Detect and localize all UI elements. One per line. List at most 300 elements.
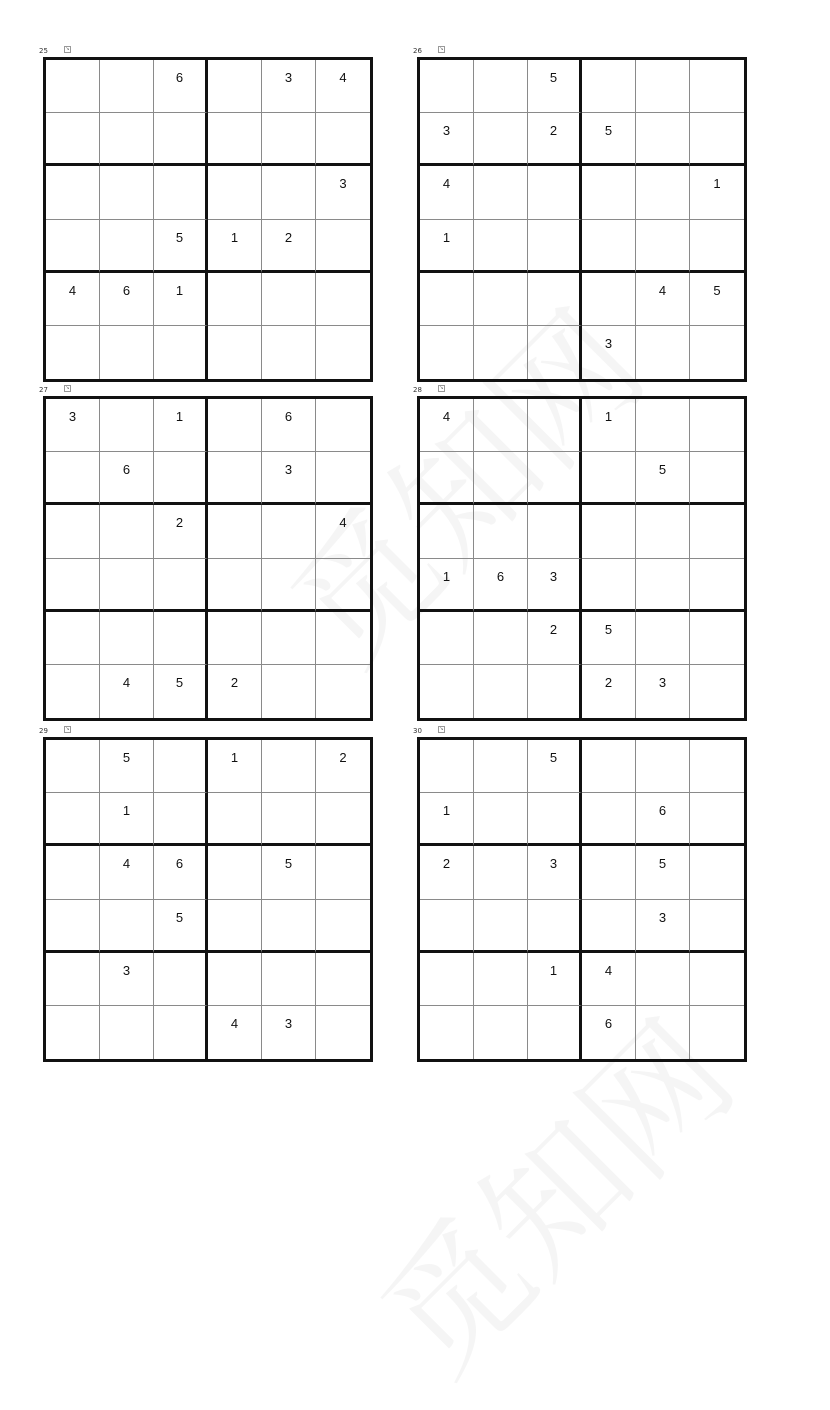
given-digit: 6	[284, 409, 293, 424]
given-digit: 2	[549, 621, 558, 637]
grid-cell[interactable]	[528, 505, 582, 558]
grid-cell[interactable]	[262, 326, 316, 379]
given-digit: 6	[122, 462, 131, 478]
grid-cell[interactable]	[636, 612, 690, 665]
sudoku-grid	[43, 57, 373, 382]
given-digit: 5	[284, 856, 293, 872]
anchor-marker-icon: ↘	[65, 385, 70, 391]
grid-cell[interactable]	[46, 166, 100, 219]
grid-cell[interactable]	[208, 326, 262, 379]
grid-cell[interactable]	[208, 793, 262, 846]
grid-cell[interactable]	[636, 953, 690, 1006]
grid-cell[interactable]	[208, 559, 262, 612]
grid-cell[interactable]	[636, 505, 690, 558]
grid-cell[interactable]	[46, 452, 100, 505]
grid-cell[interactable]	[582, 740, 636, 793]
grid-cell[interactable]	[690, 399, 744, 452]
grid-cell[interactable]	[262, 452, 316, 505]
given-digit: 5	[175, 229, 184, 245]
grid-cell[interactable]	[582, 220, 636, 273]
puzzle-number: 29	[39, 727, 48, 735]
grid-cell[interactable]	[154, 1006, 208, 1059]
grid-cell[interactable]	[316, 846, 370, 899]
grid-cell[interactable]	[420, 220, 474, 273]
grid-cell[interactable]	[528, 60, 582, 113]
grid-cell[interactable]	[690, 953, 744, 1006]
puzzle-number: 25	[39, 47, 48, 55]
given-digit: 2	[175, 515, 184, 531]
grid-cell[interactable]	[690, 505, 744, 558]
given-digit: 5	[122, 750, 131, 765]
grid-cell[interactable]	[154, 273, 208, 326]
grid-cell[interactable]	[100, 326, 154, 379]
grid-cell[interactable]	[528, 452, 582, 505]
given-digit: 3	[284, 1015, 293, 1031]
grid-cell[interactable]	[690, 665, 744, 718]
given-digit: 5	[658, 856, 667, 872]
grid-cell[interactable]	[100, 846, 154, 899]
grid-cell[interactable]	[316, 612, 370, 665]
grid-cell[interactable]	[636, 793, 690, 846]
grid-cell[interactable]	[154, 740, 208, 793]
grid-cell[interactable]	[46, 60, 100, 113]
grid-cell[interactable]	[420, 1006, 474, 1059]
grid-cell[interactable]	[316, 665, 370, 718]
grid-cell[interactable]	[420, 505, 474, 558]
grid-cell[interactable]	[316, 326, 370, 379]
grid-cell[interactable]	[46, 1006, 100, 1059]
given-digit: 1	[604, 409, 613, 424]
grid-cell[interactable]	[690, 740, 744, 793]
given-digit: 4	[339, 70, 347, 85]
given-digit: 4	[442, 176, 451, 192]
grid-cell[interactable]	[528, 326, 582, 379]
grid-cell[interactable]	[316, 399, 370, 452]
grid-cell[interactable]	[262, 1006, 316, 1059]
grid-cell[interactable]	[262, 612, 316, 665]
given-digit: 6	[496, 568, 505, 584]
grid-cell[interactable]	[154, 220, 208, 273]
sudoku-puzzle	[413, 46, 747, 382]
grid-cell[interactable]	[46, 846, 100, 899]
grid-cell[interactable]	[100, 665, 154, 718]
grid-cell[interactable]	[46, 900, 100, 953]
given-digit: 5	[604, 621, 613, 637]
grid-cell[interactable]	[690, 326, 744, 379]
given-digit: 5	[175, 909, 184, 925]
grid-cell[interactable]	[636, 846, 690, 899]
given-digit: 1	[442, 568, 451, 584]
grid-cell[interactable]	[690, 273, 744, 326]
grid-cell[interactable]	[528, 612, 582, 665]
grid-cell[interactable]	[100, 740, 154, 793]
given-digit: 4	[658, 282, 667, 298]
grid-cell[interactable]	[582, 846, 636, 899]
grid-cell[interactable]	[100, 113, 154, 166]
sudoku-puzzle	[39, 46, 373, 382]
given-digit: 3	[658, 909, 667, 925]
given-digit: 2	[442, 856, 451, 872]
grid-cell[interactable]	[262, 559, 316, 612]
grid-cell[interactable]	[528, 793, 582, 846]
grid-cell[interactable]	[690, 900, 744, 953]
grid-cell[interactable]	[46, 326, 100, 379]
given-digit: 6	[604, 1015, 613, 1031]
grid-cell[interactable]	[208, 1006, 262, 1059]
grid-cell[interactable]	[528, 273, 582, 326]
grid-cell[interactable]	[46, 273, 100, 326]
grid-cell[interactable]	[208, 846, 262, 899]
given-digit: 1	[230, 229, 239, 245]
grid-cell[interactable]	[100, 60, 154, 113]
grid-cell[interactable]	[528, 740, 582, 793]
grid-cell[interactable]	[636, 166, 690, 219]
grid-cell[interactable]	[474, 452, 528, 505]
grid-cell[interactable]	[528, 399, 582, 452]
grid-cell[interactable]	[208, 900, 262, 953]
grid-cell[interactable]	[420, 399, 474, 452]
given-digit: 3	[284, 462, 293, 478]
given-digit: 2	[339, 750, 347, 765]
grid-cell[interactable]	[636, 60, 690, 113]
grid-cell[interactable]	[262, 665, 316, 718]
grid-cell[interactable]	[208, 399, 262, 452]
given-digit: 1	[230, 750, 239, 765]
grid-cell[interactable]	[582, 166, 636, 219]
grid-cell[interactable]	[100, 399, 154, 452]
sudoku-puzzle	[39, 726, 373, 1062]
grid-cell[interactable]	[582, 273, 636, 326]
grid-cell[interactable]	[154, 793, 208, 846]
grid-cell[interactable]	[208, 166, 262, 219]
grid-cell[interactable]	[316, 793, 370, 846]
given-digit: 3	[658, 674, 667, 690]
grid-cell[interactable]	[690, 612, 744, 665]
puzzle-number: 27	[39, 386, 48, 394]
given-digit: 3	[68, 409, 77, 424]
grid-cell[interactable]	[582, 1006, 636, 1059]
given-digit: 4	[339, 515, 347, 531]
grid-cell[interactable]	[316, 740, 370, 793]
grid-cell[interactable]	[262, 60, 316, 113]
grid-cell[interactable]	[420, 612, 474, 665]
sudoku-puzzle	[413, 726, 747, 1062]
given-digit: 6	[658, 803, 667, 819]
grid-cell[interactable]	[262, 505, 316, 558]
grid-cell[interactable]	[316, 220, 370, 273]
sudoku-grid	[43, 737, 373, 1062]
sudoku-puzzle	[39, 385, 373, 721]
given-digit: 4	[604, 962, 613, 978]
grid-cell[interactable]	[474, 1006, 528, 1059]
grid-cell[interactable]	[690, 113, 744, 166]
grid-cell[interactable]	[208, 273, 262, 326]
grid-cell[interactable]	[46, 559, 100, 612]
grid-cell[interactable]	[154, 452, 208, 505]
grid-cell[interactable]	[474, 740, 528, 793]
given-digit: 2	[604, 674, 613, 690]
grid-cell[interactable]	[262, 220, 316, 273]
grid-cell[interactable]	[46, 953, 100, 1006]
grid-cell[interactable]	[690, 452, 744, 505]
grid-cell[interactable]	[154, 399, 208, 452]
grid-cell[interactable]	[528, 953, 582, 1006]
grid-cell[interactable]	[316, 452, 370, 505]
grid-cell[interactable]	[636, 559, 690, 612]
given-digit: 1	[175, 409, 184, 424]
grid-cell[interactable]	[316, 900, 370, 953]
grid-cell[interactable]	[474, 220, 528, 273]
grid-cell[interactable]	[474, 793, 528, 846]
grid-cell[interactable]	[582, 326, 636, 379]
grid-cell[interactable]	[154, 953, 208, 1006]
given-digit: 6	[175, 70, 184, 85]
grid-cell[interactable]	[474, 113, 528, 166]
grid-cell[interactable]	[154, 559, 208, 612]
grid-cell[interactable]	[154, 326, 208, 379]
grid-cell[interactable]	[636, 740, 690, 793]
grid-cell[interactable]	[528, 1006, 582, 1059]
grid-cell[interactable]	[100, 166, 154, 219]
given-digit: 5	[549, 70, 558, 85]
given-digit: 4	[230, 1015, 239, 1031]
puzzle-number: 30	[413, 727, 422, 735]
grid-cell[interactable]	[262, 166, 316, 219]
given-digit: 2	[549, 123, 558, 139]
anchor-marker-icon: ↘	[439, 385, 444, 391]
grid-cell[interactable]	[582, 113, 636, 166]
given-digit: 5	[175, 674, 184, 690]
given-digit: 2	[230, 674, 239, 690]
grid-cell[interactable]	[100, 559, 154, 612]
sudoku-grid	[417, 396, 747, 721]
given-digit: 1	[175, 282, 184, 298]
grid-cell[interactable]	[636, 900, 690, 953]
grid-cell[interactable]	[528, 166, 582, 219]
given-digit: 1	[442, 229, 451, 245]
grid-cell[interactable]	[420, 166, 474, 219]
grid-cell[interactable]	[528, 113, 582, 166]
given-digit: 3	[604, 335, 613, 351]
grid-cell[interactable]	[208, 113, 262, 166]
grid-cell[interactable]	[420, 60, 474, 113]
grid-cell[interactable]	[100, 612, 154, 665]
grid-cell[interactable]	[262, 399, 316, 452]
grid-cell[interactable]	[474, 273, 528, 326]
sudoku-grid	[417, 737, 747, 1062]
grid-cell[interactable]	[316, 505, 370, 558]
grid-cell[interactable]	[420, 273, 474, 326]
grid-cell[interactable]	[262, 113, 316, 166]
grid-cell[interactable]	[46, 793, 100, 846]
given-digit: 4	[122, 674, 131, 690]
grid-cell[interactable]	[316, 273, 370, 326]
given-digit: 1	[713, 176, 721, 192]
given-digit: 3	[339, 176, 347, 192]
grid-cell[interactable]	[582, 793, 636, 846]
grid-cell[interactable]	[420, 326, 474, 379]
grid-cell[interactable]	[528, 846, 582, 899]
given-digit: 3	[284, 70, 293, 85]
grid-cell[interactable]	[582, 900, 636, 953]
given-digit: 3	[549, 856, 558, 872]
grid-cell[interactable]	[46, 113, 100, 166]
given-digit: 1	[122, 803, 131, 819]
grid-cell[interactable]	[100, 1006, 154, 1059]
grid-cell[interactable]	[474, 665, 528, 718]
grid-cell[interactable]	[636, 326, 690, 379]
grid-cell[interactable]	[582, 399, 636, 452]
grid-cell[interactable]	[100, 900, 154, 953]
grid-cell[interactable]	[46, 665, 100, 718]
grid-cell[interactable]	[636, 273, 690, 326]
given-digit: 5	[549, 750, 558, 765]
grid-cell[interactable]	[420, 846, 474, 899]
grid-cell[interactable]	[528, 665, 582, 718]
grid-cell[interactable]	[100, 505, 154, 558]
given-digit: 4	[122, 856, 131, 872]
grid-cell[interactable]	[154, 505, 208, 558]
grid-cell[interactable]	[46, 399, 100, 452]
grid-cell[interactable]	[262, 953, 316, 1006]
grid-cell[interactable]	[316, 953, 370, 1006]
grid-cell[interactable]	[316, 166, 370, 219]
grid-cell[interactable]	[420, 900, 474, 953]
grid-cell[interactable]	[420, 113, 474, 166]
grid-cell[interactable]	[636, 220, 690, 273]
anchor-marker-icon: ↘	[65, 46, 70, 52]
grid-cell[interactable]	[420, 953, 474, 1006]
grid-cell[interactable]	[208, 505, 262, 558]
grid-cell[interactable]	[690, 220, 744, 273]
puzzle-number: 26	[413, 47, 422, 55]
grid-cell[interactable]	[528, 900, 582, 953]
grid-cell[interactable]	[262, 846, 316, 899]
grid-cell[interactable]	[154, 60, 208, 113]
grid-cell[interactable]	[262, 900, 316, 953]
given-digit: 3	[442, 123, 451, 139]
grid-cell[interactable]	[316, 113, 370, 166]
grid-cell[interactable]	[316, 559, 370, 612]
grid-cell[interactable]	[262, 740, 316, 793]
grid-cell[interactable]	[208, 740, 262, 793]
given-digit: 5	[713, 282, 721, 298]
grid-cell[interactable]	[474, 60, 528, 113]
anchor-marker-icon: ↘	[439, 726, 444, 732]
grid-cell[interactable]	[100, 220, 154, 273]
grid-cell[interactable]	[636, 665, 690, 718]
grid-cell[interactable]	[582, 559, 636, 612]
grid-cell[interactable]	[154, 612, 208, 665]
grid-cell[interactable]	[46, 740, 100, 793]
grid-cell[interactable]	[690, 559, 744, 612]
anchor-marker-icon: ↘	[65, 726, 70, 732]
grid-cell[interactable]	[208, 452, 262, 505]
grid-cell[interactable]	[690, 846, 744, 899]
given-digit: 2	[284, 229, 293, 245]
grid-cell[interactable]	[154, 113, 208, 166]
grid-cell[interactable]	[208, 612, 262, 665]
given-digit: 3	[122, 962, 131, 978]
grid-cell[interactable]	[420, 793, 474, 846]
grid-cell[interactable]	[316, 1006, 370, 1059]
grid-cell[interactable]	[154, 846, 208, 899]
grid-cell[interactable]	[46, 612, 100, 665]
grid-cell[interactable]	[582, 452, 636, 505]
grid-cell[interactable]	[474, 166, 528, 219]
grid-cell[interactable]	[208, 665, 262, 718]
grid-cell[interactable]	[154, 166, 208, 219]
grid-cell[interactable]	[528, 220, 582, 273]
grid-cell[interactable]	[420, 665, 474, 718]
grid-cell[interactable]	[582, 612, 636, 665]
grid-cell[interactable]	[582, 60, 636, 113]
given-digit: 6	[175, 856, 184, 872]
grid-cell[interactable]	[208, 60, 262, 113]
grid-cell[interactable]	[636, 1006, 690, 1059]
given-digit: 5	[658, 462, 667, 478]
given-digit: 5	[604, 123, 613, 139]
sudoku-puzzle	[413, 385, 747, 721]
grid-cell[interactable]	[690, 1006, 744, 1059]
grid-cell[interactable]	[316, 60, 370, 113]
grid-cell[interactable]	[690, 166, 744, 219]
grid-cell[interactable]	[262, 793, 316, 846]
grid-cell[interactable]	[474, 399, 528, 452]
given-digit: 4	[442, 409, 451, 424]
grid-cell[interactable]	[636, 452, 690, 505]
sudoku-grid	[43, 396, 373, 721]
given-digit: 6	[122, 282, 131, 298]
grid-cell[interactable]	[582, 505, 636, 558]
grid-cell[interactable]	[528, 559, 582, 612]
grid-cell[interactable]	[474, 559, 528, 612]
puzzle-number: 28	[413, 386, 422, 394]
grid-cell[interactable]	[474, 612, 528, 665]
grid-cell[interactable]	[582, 665, 636, 718]
grid-cell[interactable]	[690, 60, 744, 113]
given-digit: 1	[549, 962, 558, 978]
grid-cell[interactable]	[420, 452, 474, 505]
grid-cell[interactable]	[154, 900, 208, 953]
grid-cell[interactable]	[262, 273, 316, 326]
sudoku-grid	[417, 57, 747, 382]
grid-cell[interactable]	[582, 953, 636, 1006]
grid-cell[interactable]	[690, 793, 744, 846]
grid-cell[interactable]	[100, 793, 154, 846]
anchor-marker-icon: ↘	[439, 46, 444, 52]
grid-cell[interactable]	[474, 846, 528, 899]
grid-cell[interactable]	[154, 665, 208, 718]
grid-cell[interactable]	[208, 953, 262, 1006]
grid-cell[interactable]	[100, 452, 154, 505]
grid-cell[interactable]	[474, 953, 528, 1006]
grid-cell[interactable]	[46, 505, 100, 558]
grid-cell[interactable]	[46, 220, 100, 273]
given-digit: 1	[442, 803, 451, 819]
grid-cell[interactable]	[636, 399, 690, 452]
grid-cell[interactable]	[474, 326, 528, 379]
grid-cell[interactable]	[636, 113, 690, 166]
grid-cell[interactable]	[474, 900, 528, 953]
grid-cell[interactable]	[420, 559, 474, 612]
grid-cell[interactable]	[208, 220, 262, 273]
grid-cell[interactable]	[420, 740, 474, 793]
grid-cell[interactable]	[100, 953, 154, 1006]
grid-cell[interactable]	[100, 273, 154, 326]
given-digit: 3	[549, 568, 558, 584]
grid-cell[interactable]	[474, 505, 528, 558]
